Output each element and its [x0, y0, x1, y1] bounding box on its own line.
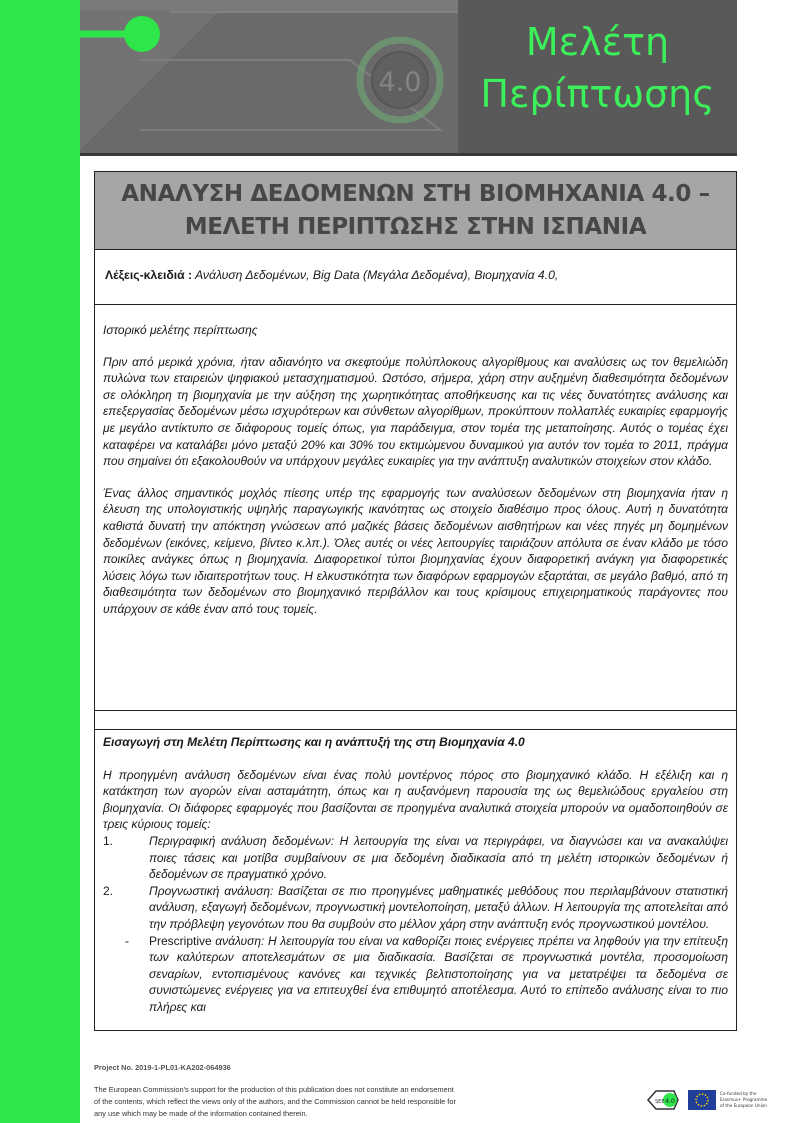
- partner-logos-icon: [644, 1085, 774, 1115]
- disclaimer-line-1: The European Commission’s support for the production of this publication does not constitute an endorsement: [94, 1085, 454, 1094]
- background-paragraph-2: Ένας άλλος σημαντικός μοχλός πίεσης υπέρ της εφαρμογής των αναλύσεων δεδομένων στη βιομηχανία ήταν η έλευση της υπολογιστικής υψηλής παραγωγικής ικανότητας ως στοιχείο διαθέσιμο προς όλους. Αυτή η δυνατότητα καθιστά δυνατή την απόκτηση γνώσεων από μαζικές βάσεις δεδομένων αισθητήρων και νέες πηγές μη δομημένων δεδομένων (εικόνες, κείμενο, βίντεο κ.λπ.). Όλες αυτές οι νέες λειτουργίες ταιριάζουν απόλυτα σε έναν κλάδο με τόσο ποικίλες ανάγκες όπως η βιομηχανία. Διαφορετικοί τύποι βιομηχανίας έχουν διαφορετική ανάγκη για διαφορετικές λύσεις λόγω των ιδιαιτεροτήτων τους. Η ελκυστικότητα των διαφόρων εφαρμογών εξαρτάται, σε μεγάλο βαθμό, από τη διαθεσιμότητα των δεδομένων στο βιομηχανικό περιβάλλον και τους κρίσιμους επιχειρηματικούς παράγοντες που υπάρχουν σε κάθε έναν από τους τομείς.: [103, 485, 728, 616]
- list-item: [103, 883, 728, 933]
- list-item-text: Προγνωστική ανάλυση: Βασίζεται σε πιο προηγμένες μαθηματικές μεθόδους που περιλαμβάνουν στατιστική ανάλυση, εξαγωγή δεδομένων, προγνωστική μοντελοποίηση, μεταξύ άλλων. Η λειτουργία της αποτελείται από την πρόβλεψη γεγονότων που θα συμβούν στο μέλλον χάρη στην ανάπτυξη ενός προγνωστικού μοντέλου.: [149, 883, 728, 931]
- list-marker: -: [125, 933, 129, 948]
- svg-text:SEE: SEE: [655, 1099, 665, 1105]
- document-table: [94, 171, 737, 1031]
- case-study-title-line2: Περίπτωσης: [480, 72, 715, 116]
- empty-row: [95, 711, 736, 730]
- eu-text-line1: Co-funded by the: [720, 1091, 757, 1096]
- intro-heading: Εισαγωγή στη Μελέτη Περίπτωσης και η ανάπτυξή της στη Βιομηχανία 4.0: [103, 735, 525, 749]
- background-heading: Ιστορικό μελέτης περίπτωσης: [103, 323, 258, 337]
- document-title-line2: ΜΕΛΕΤΗ ΠΕΡΙΠΤΩΣΗΣ ΣΤΗΝ ΙΣΠΑΝΙΑ: [184, 214, 647, 240]
- header-title-area: [458, 0, 737, 154]
- list-item: [103, 833, 728, 883]
- list-item-lead: Prescriptive: [149, 933, 212, 948]
- page-footer: [94, 1062, 564, 1120]
- disclaimer-line-2: of the contents, which reflect the views only of the authors, and the Commission cannot be held responsible for: [94, 1097, 456, 1106]
- footer-logos: [644, 1085, 774, 1115]
- header-decoration-icon: [80, 0, 458, 154]
- header-graphic: [80, 0, 458, 154]
- left-accent-bar: [0, 0, 80, 1123]
- background-paragraph-1: Πριν από μερικά χρόνια, ήταν αδιανόητο να σκεφτούμε πολύπλοκους αλγορίθμους και αναλύσεις ως τον θεμελιώδη πυλώνα των εταιρειών ψηφιακού μετασχηματισμού. Ωστόσο, σήμερα, χάρη στην αυξημένη διαθεσιμότητα δεδομένων σε ολόκληρη τη βιομηχανία με την αύξηση της χωρητικότητας αποθήκευσης και τις νέες δυνατότητες ανάλυσης και επεξεργασίας δεδομένων μέσω ισχυρότερων και σύνθετων αλγορίθμων, προκύπτουν πολλαπλές ευκαιρίες εφαρμογής με μεγάλο αντίκτυπο σε διάφορους τομείς όπως, για παράδειγμα, στον τομέα της μεταποίησης. Αυτός ο τομέας έχει καταφέρει να καταλάβει μόνο μεταξύ 20% και 30% του εκτιμώμενου δυναμικού για αυτόν τον τομέα το 2011, πράγμα που σημαίνει ότι εξακολουθούν να υπάρχουν μεγάλες ευκαιρίες για την ανάπτυξη αναλυτικών στοιχείων στον κλάδο.: [103, 354, 728, 469]
- document-title-line1: ΑΝΑΛΥΣΗ ΔΕΔΟΜΕΝΩΝ ΣΤΗ ΒΙΟΜΗΧΑΝΙΑ 4.0 –: [121, 181, 710, 207]
- list-marker: 2.: [103, 883, 114, 898]
- intro-section: [95, 730, 736, 1016]
- keywords-value: Ανάλυση Δεδομένων, Big Data (Μεγάλα Δεδομένα), Βιομηχανία 4.0,: [192, 268, 559, 282]
- list-item-body: ανάλυση: Η λειτουργία του είναι να καθορίζει ποιες ενέργειες πρέπει να ληφθούν για την επίτευξη των καλύτερων αποτελεσμάτων σε μια διαδικασία. Βασίζεται σε προγνωστικά μοντέλα, προσομοίωση σεναρίων, εντοπισμένους κανόνες και τεχνικές βελτιστοποίησης για να μετατρέψει τα δεδομένα σε συνιστώμενες ενέργειες για να επιτευχθεί ένα επιθυμητό αποτέλεσμα. Αυτό το επίπεδο ανάλυσης είναι το πιο πλήρες και: [149, 933, 728, 1014]
- case-study-title: [458, 16, 737, 120]
- eu-text-line3: of the European Union: [720, 1103, 767, 1108]
- keywords-label: Λέξεις-κλειδιά :: [105, 268, 193, 282]
- header-divider: [80, 153, 737, 156]
- intro-paragraph: Η προηγμένη ανάλυση δεδομένων είναι ένας πολύ μοντέρνος πόρος στο βιομηχανικό κλάδο. Η εξέλιξη και η κατάκτηση των αγορών είναι ασταμάτητη, όπως και η αυξανόμενη παρουσία της ως θεμελιώδους εργαλείου στη βιομηχανία. Οι διάφορες εφαρμογές που βασίζονται σε προηγμένα αναλυτικά στοιχεία μπορούν να ομαδοποιηθούν σε τρεις κύριους τομείς:: [103, 767, 728, 832]
- list-item-text: [149, 933, 728, 1016]
- background-section: [95, 305, 736, 711]
- disclaimer-line-3: any use which may be made of the information contained therein.: [94, 1109, 308, 1118]
- list-marker: 1.: [103, 833, 114, 848]
- page-header: [80, 0, 737, 154]
- keywords-row: [95, 250, 736, 305]
- list-item: [103, 933, 728, 1016]
- list-item-text: Περιγραφική ανάλυση δεδομένων: Η λειτουργία της είναι να περιγράφει, να διαγνώσει και να ανακαλύψει ποιες τάσεις και μοτίβα συμβαίνουν σε μια δεδομένη διαδικασία από τη μελέτη ιστορικών δεδομένων ή δεδομένων σε πραγματικό χρόνο.: [149, 833, 728, 882]
- svg-text:4.0: 4.0: [665, 1098, 675, 1105]
- case-study-title-line1: Μελέτη: [525, 20, 670, 64]
- logo-text: 4.0: [378, 67, 422, 98]
- document-title: [95, 172, 736, 250]
- analysis-types-list: [103, 833, 728, 1016]
- eu-text-line2: Erasmus+ Programme: [720, 1097, 768, 1102]
- project-number: Project No. 2019-1-PL01-KA202-064936: [94, 1063, 231, 1072]
